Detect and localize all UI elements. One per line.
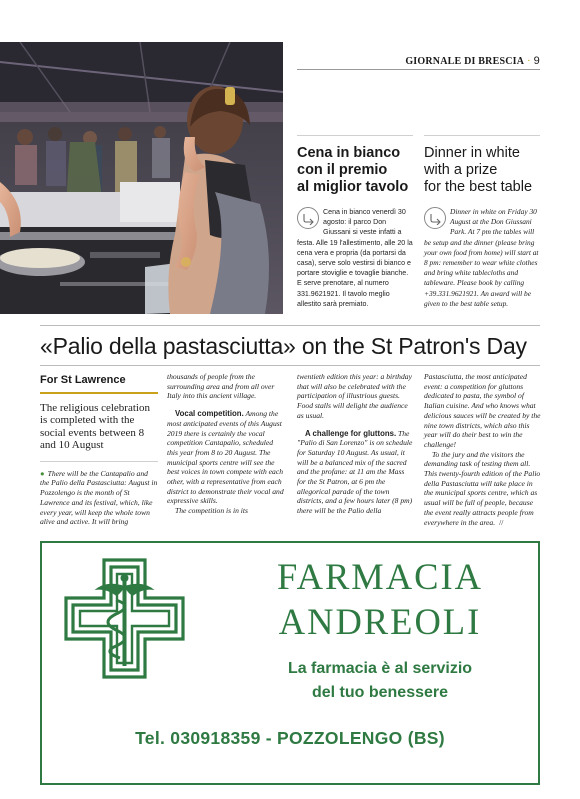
sidebar-english-body <box>424 207 540 309</box>
page-header <box>405 55 540 67</box>
article-column-1 <box>40 372 158 527</box>
bullet-icon: ● <box>40 468 45 478</box>
headline-bottom-rule <box>40 365 540 366</box>
publication-name: GIORNALE DI BRESCIA <box>405 56 525 67</box>
article-column-4 <box>424 372 542 527</box>
title-line: con il premio <box>297 162 388 178</box>
paragraph-text: To the jury and the visitors the demanding task of testing them all. This twenty-fourth edition of the Palio della Pastasciutta will take place in the municipal sports centre, which as usual will be full of people, because the event really attracts people from everywhere in the area. <box>424 449 541 527</box>
sidebar-english-title <box>424 145 540 196</box>
page-number: 9 <box>533 55 540 67</box>
paragraph-text: The "Palio di San Lorenzo" is on schedule for Saturday 10 August. As usual, it will be a balanced mix of the sacred and the profane: at 11 am the Mass for the St Patron, at 6 pm the allegorical parade of the town districts, and a few hours later (8 pm) there will be the Palio della <box>297 428 413 516</box>
subheading: A challenge for gluttons. <box>305 428 397 438</box>
title-line: al miglior tavolo <box>297 179 409 195</box>
kicker-rule <box>40 392 158 394</box>
arrow-right-icon <box>424 207 446 229</box>
pharmacy-cross-caduceus-icon <box>62 556 187 681</box>
sidebar-italian-text: Cena in bianco venerdì 30 agosto: il parco Don Giussani si veste infatti a festa. Alle 19 l'allestimento, alle 20 la cena vera e propria (da portarsi da casa), serve solo vestirsi di bianco e portare stoviglie e tovaglie bianche. E serve prenotare, al numero 331.9621921. Il tavolo meglio allestito sarà premiato. <box>297 208 413 308</box>
paragraph-text: Among the most anticipated events of this August 2019 there is certainly the vocal competition Cantapalio, scheduled this year from 8 to 20 August. The municipal sports centre will see the best voices in town compete with each other, with a representative from each district to demonstrate their vocal and expressive skills. <box>167 409 284 506</box>
article-kicker: For St Lawrence <box>40 374 126 386</box>
pharmacy-name-line-2: ANDREOLI <box>278 601 482 642</box>
paragraph <box>297 429 415 516</box>
title-line: Cena in bianco <box>297 145 401 161</box>
paragraph-text: There will be the Cantapalio and the Palio della Pastasciutta: August in Pozzolengo is the month of St Lawrence and its festival, which, like every year, will keep the whole town alive and active. It will bring <box>40 468 158 527</box>
sidebar-english-text: Dinner in white on Friday 30 August at the Don Giussani Park. At 7 pm the tables will be setup and the dinner (please bring your own food from home) will start at 8 pm: remember to wear white clothes and bring white tablecloths and tableware. Please book by calling +39.331.9621921. An award will be given to the best table setup. <box>424 207 539 308</box>
standfirst-rule <box>40 461 158 462</box>
subheading: Vocal competition. <box>175 409 244 419</box>
article-column-2 <box>167 372 285 516</box>
arrow-right-icon <box>297 207 319 229</box>
sidebar-italian-body <box>297 207 413 309</box>
sidebar-rule <box>424 135 540 136</box>
end-mark: // <box>499 517 504 527</box>
paragraph <box>167 409 285 506</box>
paragraph <box>424 450 542 528</box>
pharmacy-tagline-line-1: La farmacia è al servizio <box>287 660 473 677</box>
sidebar-rule <box>297 135 413 136</box>
title-line: with a prize <box>424 162 498 178</box>
pharmacy-tagline-line-2: del tuo benessere <box>311 684 449 701</box>
sidebar-english <box>424 135 540 309</box>
pharmacy-advertisement <box>40 541 540 785</box>
title-line: for the best table <box>424 179 533 195</box>
pharmacy-phone: Tel. 030918359 - POZZOLENGO (BS) <box>135 728 445 748</box>
sidebar-italian-title <box>297 145 413 196</box>
paragraph: Pastasciutta, the most anticipated event: a competition for gluttons dedicated to pasta, the symbol of Italian cuisine. And who knows what delicious sauces will be created by the nine town districts, which also this year will do their best to win the challenge! <box>424 372 541 449</box>
article-standfirst: The religious celebration is completed with the social events between 8 and 10 August <box>40 401 150 452</box>
header-separator: · <box>527 56 531 67</box>
pharmacy-name-line-1: FARMACIA <box>277 556 483 597</box>
header-rule <box>297 69 540 70</box>
sidebar-italian <box>297 135 413 309</box>
paragraph: twentieth edition this year: a birthday that will also be celebrated with the participation of illustrious guests. Food stalls will delight the audience as usual. <box>297 372 412 420</box>
article-headline: «Palio della pastasciutta» on the St Patron's Day <box>40 333 527 359</box>
photo-illustration <box>0 42 283 314</box>
paragraph: The competition is in its <box>175 506 248 516</box>
paragraph: thousands of people from the surrounding area and from all over Italy into this ancient village. <box>167 372 275 401</box>
paragraph <box>40 469 158 527</box>
title-line: Dinner in white <box>424 145 520 161</box>
headline-top-rule <box>40 325 540 326</box>
festival-photo <box>0 42 283 314</box>
article-column-3 <box>297 372 415 516</box>
